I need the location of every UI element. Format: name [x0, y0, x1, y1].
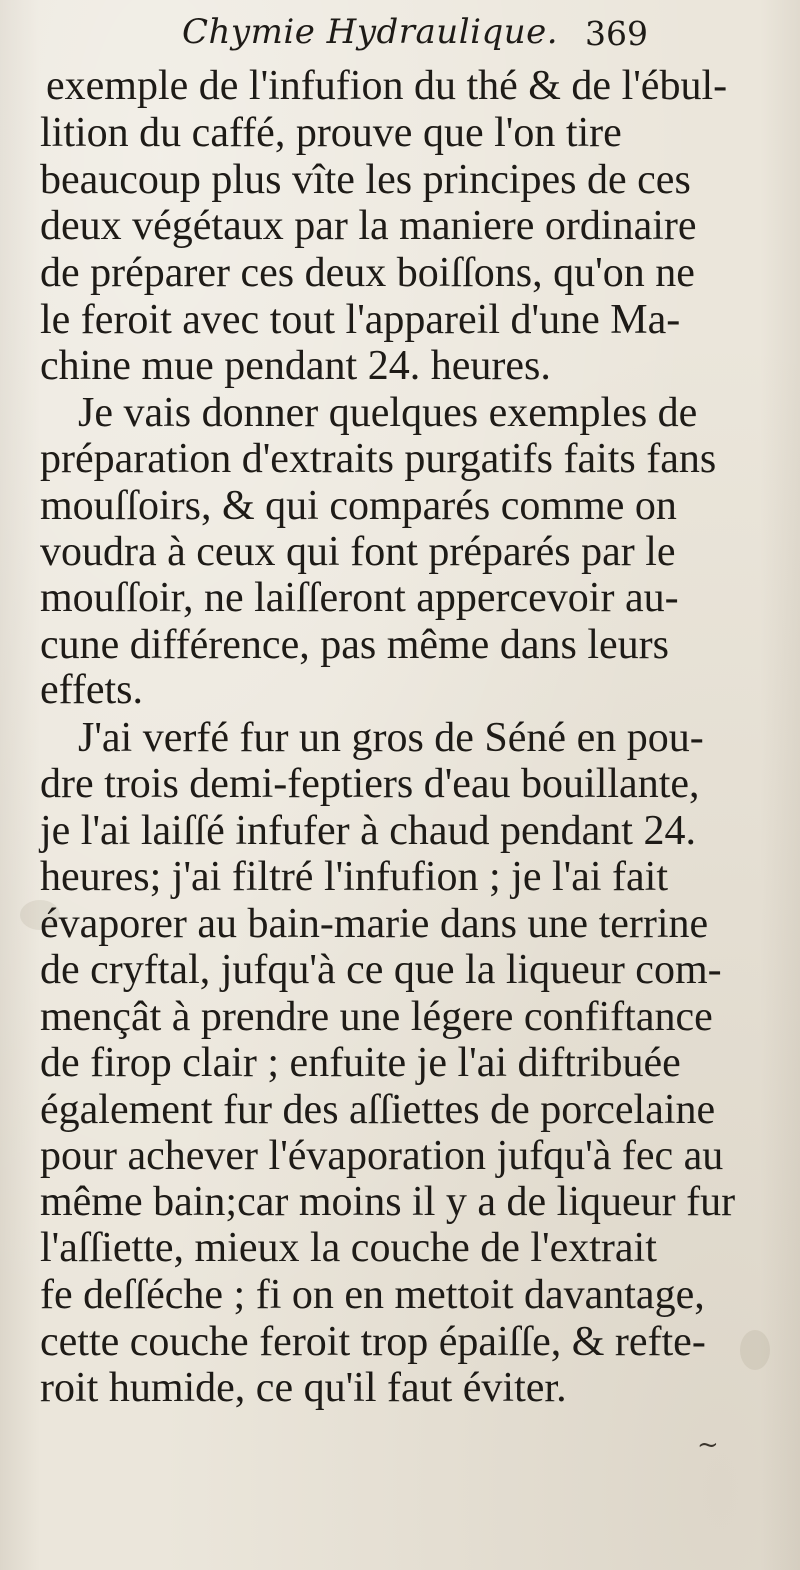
text-line: mouſſoirs, & qui comparés comme on — [40, 483, 677, 529]
text-line: je l'ai laiſſé infufer à chaud pendant 24. — [40, 808, 696, 854]
text-line: J'ai verfé fur un gros de Séné en pou- — [78, 715, 704, 761]
text-line: exemple de l'infufion du thé & de l'ébul- — [46, 63, 728, 109]
page-header — [0, 10, 800, 60]
text-line: cette couche feroit trop épaiſſe, & refte- — [40, 1319, 706, 1365]
page-number: 369 — [585, 14, 648, 53]
tilde-ornament: ~ — [697, 1430, 719, 1460]
text-line: lition du caffé, prouve que l'on tire — [40, 110, 622, 156]
text-line: fe deſſéche ; fi on en mettoit davantage, — [40, 1272, 705, 1318]
text-line: voudra à ceux qui font préparés par le — [40, 529, 676, 575]
text-line: chine mue pendant 24. heures. — [40, 343, 551, 389]
text-line: le feroit avec tout l'appareil d'une Ma- — [40, 297, 681, 343]
text-line: de cryftal, jufqu'à ce que la liqueur com- — [40, 947, 722, 993]
text-line: de préparer ces deux boiſſons, qu'on ne — [40, 250, 695, 296]
text-line: heures; j'ai filtré l'infufion ; je l'ai fait — [40, 854, 668, 900]
text-line: effets. — [40, 667, 144, 713]
text-line: évaporer au bain-marie dans une terrine — [40, 901, 709, 947]
text-line: pour achever l'évaporation jufqu'à fec au — [40, 1133, 724, 1179]
text-line: deux végétaux par la maniere ordinaire — [40, 203, 697, 249]
text-line: mouſſoir, ne laiſſeront appercevoir au- — [40, 575, 679, 621]
running-head: Chymie Hydraulique. — [182, 12, 559, 52]
paper-stain — [740, 1330, 770, 1370]
text-line: de firop clair ; enfuite je l'ai diftribuée — [40, 1040, 681, 1086]
text-line: mençât à prendre une légere confiftance — [40, 994, 713, 1040]
text-line: roit humide, ce qu'il faut éviter. — [40, 1365, 567, 1411]
text-line: préparation d'extraits purgatifs faits fans — [40, 436, 717, 482]
text-line: même bain;car moins il y a de liqueur fur — [40, 1179, 736, 1225]
text-line: beaucoup plus vîte les principes de ces — [40, 157, 691, 203]
text-line: également fur des aſſiettes de porcelaine — [40, 1087, 716, 1133]
text-line: Je vais donner quelques exemples de — [78, 390, 698, 436]
text-line: dre trois demi-feptiers d'eau bouillante, — [40, 761, 700, 807]
text-line: cune différence, pas même dans leurs — [40, 622, 669, 668]
text-line: l'aſſiette, mieux la couche de l'extrait — [40, 1225, 657, 1271]
